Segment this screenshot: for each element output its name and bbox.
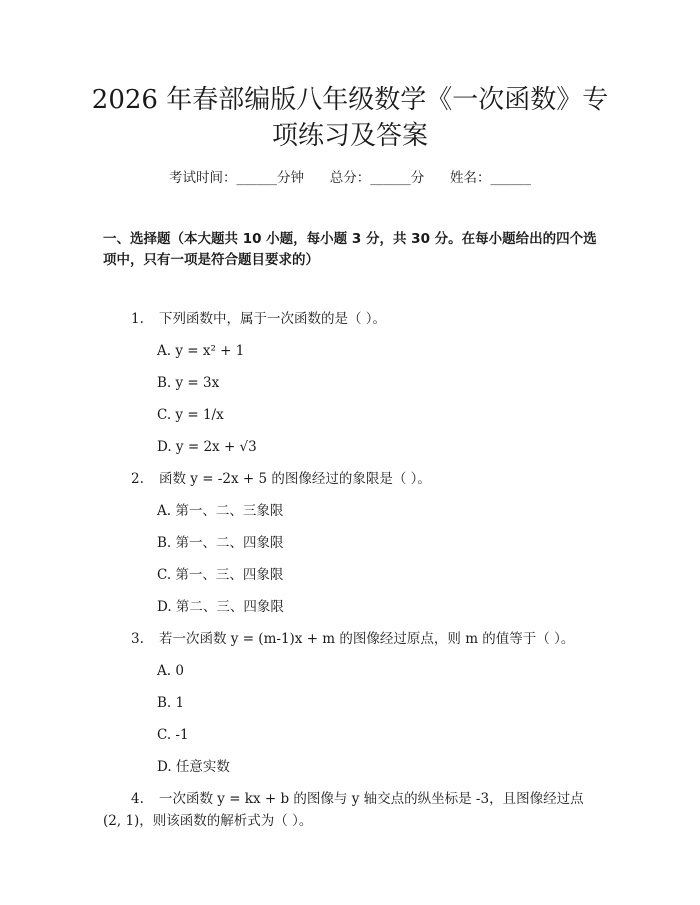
total-score-field: 总分：______分 — [329, 170, 425, 186]
question-3-option-b: B. 1 — [157, 695, 185, 711]
question-2-option-b: B. 第一、二、四象限 — [157, 535, 284, 551]
question-2 — [131, 469, 431, 489]
section-heading-line1: 一、选择题（本大题共 10 小题，每小题 3 分，共 30 分。在每小题给出的四个选 — [103, 231, 597, 247]
question-1-option-c: C. y = 1/x — [157, 407, 224, 423]
question-1-option-b: B. y = 3x — [157, 375, 220, 391]
question-3 — [131, 629, 574, 649]
question-text: 下列函数中，属于一次函数的是（ ）。 — [159, 311, 387, 327]
question-3-option-c: C. -1 — [157, 727, 189, 743]
question-text: 一次函数 y = kx + b 的图像与 y 轴交点的纵坐标是 -3，且图像经过点 — [159, 791, 584, 807]
question-3-option-d: D. 任意实数 — [157, 759, 230, 775]
exam-time-field: 考试时间：______分钟 — [169, 170, 304, 186]
question-1-option-a: A. y = x² + 1 — [157, 343, 245, 359]
question-number: 1. — [131, 311, 144, 327]
question-4 — [131, 789, 584, 809]
question-number: 3. — [131, 631, 144, 647]
question-text: 函数 y = -2x + 5 的图像经过的象限是（ ）。 — [159, 471, 431, 487]
question-1 — [131, 309, 386, 329]
question-2-option-c: C. 第一、三、四象限 — [157, 567, 284, 583]
section-heading-line2: 项中，只有一项是符合题目要求的） — [103, 252, 319, 268]
question-2-option-d: D. 第二、三、四象限 — [157, 599, 284, 615]
question-1-option-d: D. y = 2x + √3 — [157, 439, 257, 455]
question-number: 4. — [131, 791, 144, 807]
question-number: 2. — [131, 471, 144, 487]
document-title-line1: 2026 年春部编版八年级数学《一次函数》专 — [91, 85, 609, 115]
exam-meta — [0, 168, 700, 188]
question-4-continuation: (2, 1)，则该函数的解析式为（ ）。 — [103, 813, 313, 829]
question-3-option-a: A. 0 — [157, 663, 184, 679]
document-title-line2: 项练习及答案 — [271, 121, 428, 151]
question-2-option-a: A. 第一、二、三象限 — [157, 503, 284, 519]
question-text: 若一次函数 y = (m-1)x + m 的图像经过原点，则 m 的值等于（ ）。 — [159, 631, 575, 647]
student-name-field: 姓名：______ — [450, 170, 531, 186]
